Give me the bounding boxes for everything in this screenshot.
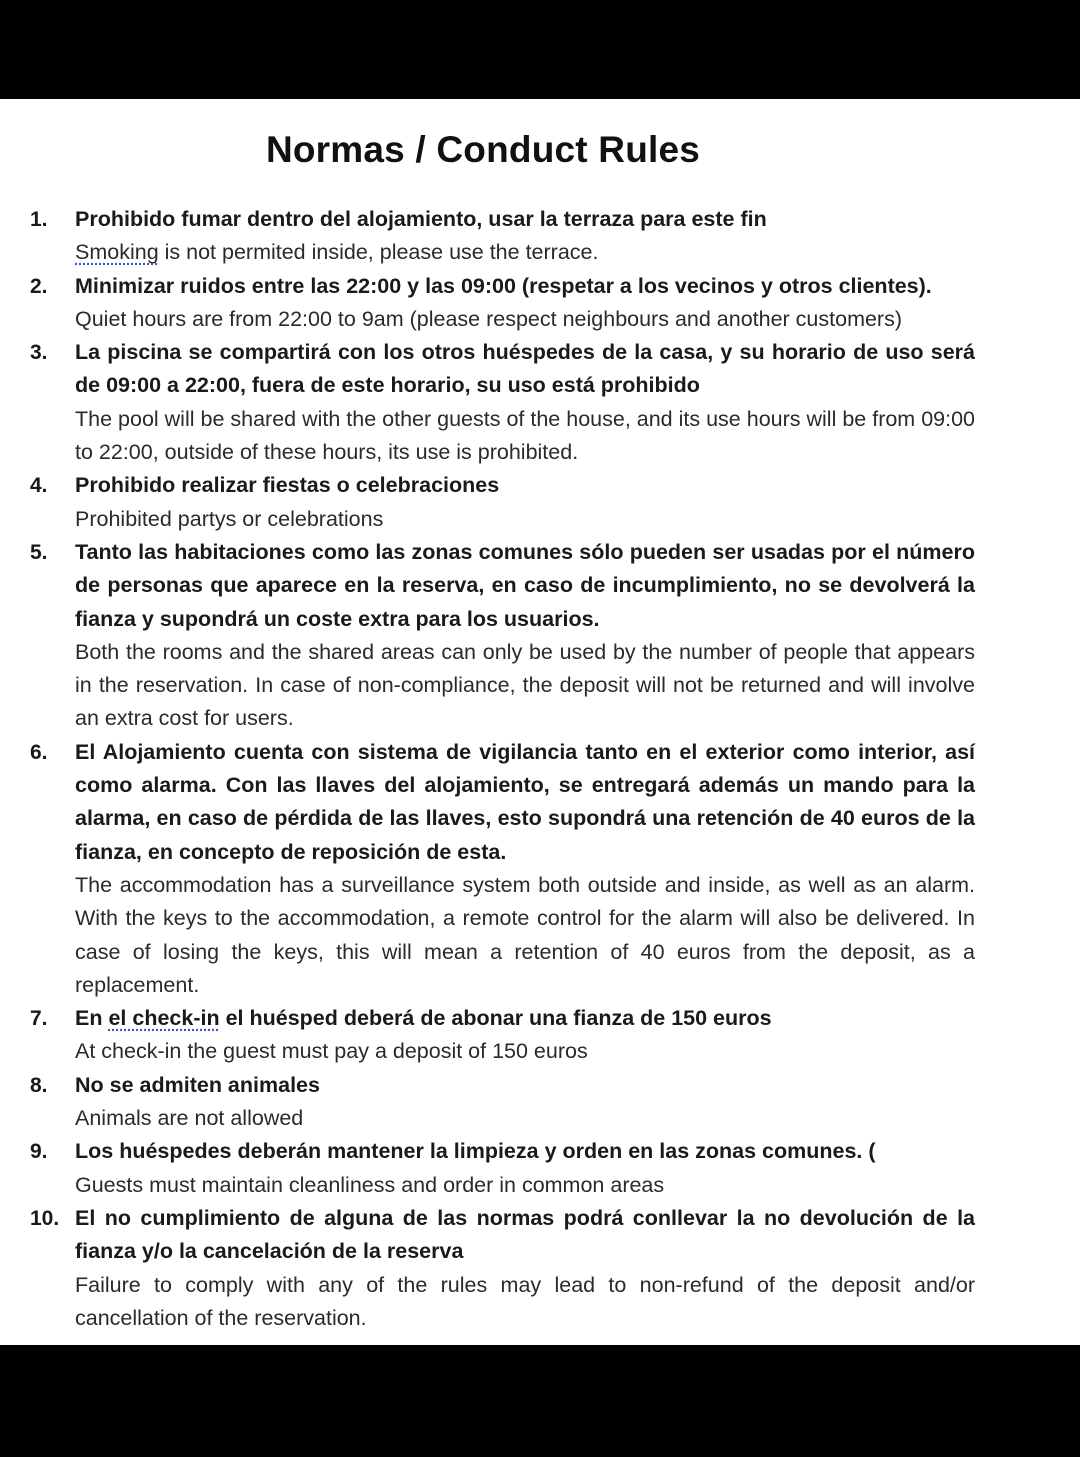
rule-spanish-text: Minimizar ruidos entre las 22:00 y las 09:00 (respetar a los vecinos y otros clientes). (75, 273, 932, 298)
rule-spanish-text: El no cumplimiento de alguna de las normas podrá conllevar la no devolución de la fianza y/o la cancelación de la reserva (75, 1205, 975, 1264)
rule-spanish-rest: el huésped deberá de abonar una fianza de 150 euros (219, 1006, 772, 1031)
rule-spanish-text: No se admiten animales (75, 1072, 320, 1097)
rule-number: 1. (30, 208, 48, 231)
rule-spanish-pre: En (75, 1006, 109, 1031)
rule-item-4 (0, 469, 1080, 536)
rule-item-2 (0, 270, 1080, 337)
rule-number: 8. (30, 1073, 48, 1097)
rule-english-rest: is not permited inside, please use the terrace. (158, 240, 599, 265)
rule-english-text: Both the rooms and the shared areas can only be used by the number of people that appears in the reservation. In case of non-compliance, the deposit will not be returned and will involve an extra cost for users. (75, 639, 975, 731)
rule-item-3 (0, 336, 1080, 469)
rule-spanish-text: Los huéspedes deberán mantener la limpieza y orden en las zonas comunes. ( (75, 1139, 876, 1164)
rule-spanish-text: Prohibido realizar fiestas o celebraciones (75, 473, 500, 498)
document-page (0, 99, 1080, 1345)
rule-item-8 (0, 1069, 1080, 1136)
top-black-bar (0, 0, 1080, 99)
rule-english-text (75, 236, 975, 269)
rule-spanish-text: La piscina se compartirá con los otros huéspedes de la casa, y su horario de uso será de 09:00 a 22:00, fuera de este horario, su uso está prohibido (75, 340, 975, 398)
rule-number: 5. (30, 540, 48, 564)
rule-english-text: At check-in the guest must pay a deposit of 150 euros (75, 1039, 588, 1064)
rules-list (0, 203, 1080, 1335)
spellcheck-marked-phrase: el check-in (108, 1006, 220, 1031)
rule-number: 3. (30, 341, 48, 365)
rule-item-10 (0, 1202, 1080, 1335)
rule-number: 10. (30, 1206, 60, 1230)
rule-spanish-text: El Alojamiento cuenta con sistema de vigilancia tanto en el exterior como interior, así como alarma. Con las llaves del alojamiento, se entregará además un mando para la alarma, en caso de pérdida de las llaves, esto supondrá una retención de 40 euros de la fianza, en concepto de reposición de esta. (75, 739, 975, 864)
rule-spanish-text (75, 1002, 975, 1035)
rule-english-text: Quiet hours are from 22:00 to 9am (please respect neighbours and another customers) (75, 306, 903, 331)
rule-number: 2. (30, 274, 48, 298)
spellcheck-marked-word: Smoking (75, 240, 159, 265)
rule-number: 4. (30, 474, 48, 498)
bottom-black-bar (0, 1345, 1080, 1457)
rule-item-6 (0, 736, 1080, 1002)
rule-english-text: Guests must maintain cleanliness and order in common areas (75, 1172, 665, 1197)
rule-english-text: The pool will be shared with the other guests of the house, and its use hours will be from 09:00 to 22:00, outside of these hours, its use is prohibited. (75, 406, 975, 465)
rule-english-text: Prohibited partys or celebrations (75, 506, 384, 531)
page-title: Normas / Conduct Rules (265, 129, 701, 170)
rule-spanish-text: Prohibido fumar dentro del alojamiento, usar la terraza para este fin (75, 207, 767, 231)
rule-item-7 (0, 1002, 1080, 1069)
rule-item-1 (0, 203, 1080, 270)
rule-english-text: Failure to comply with any of the rules may lead to non-refund of the deposit and/or cancellation of the reservation. (75, 1272, 975, 1330)
rule-spanish-text: Tanto las habitaciones como las zonas comunes sólo pueden ser usadas por el número de personas que aparece en la reserva, en caso de incumplimiento, no se devolverá la fianza y supondrá un coste extra para los usuarios. (75, 539, 975, 631)
rule-number: 6. (30, 740, 48, 764)
rule-number: 7. (30, 1007, 48, 1031)
rule-item-9 (0, 1135, 1080, 1202)
rule-english-text: The accommodation has a surveillance system both outside and inside, as well as an alarm. With the keys to the accommodation, a remote control for the alarm will also be delivered. In case of losing the keys, this will mean a retention of 40 euros from the deposit, as a replacement. (75, 872, 975, 997)
rule-number: 9. (30, 1140, 48, 1164)
rule-item-5 (0, 536, 1080, 736)
rule-english-text: Animals are not allowed (75, 1106, 304, 1131)
